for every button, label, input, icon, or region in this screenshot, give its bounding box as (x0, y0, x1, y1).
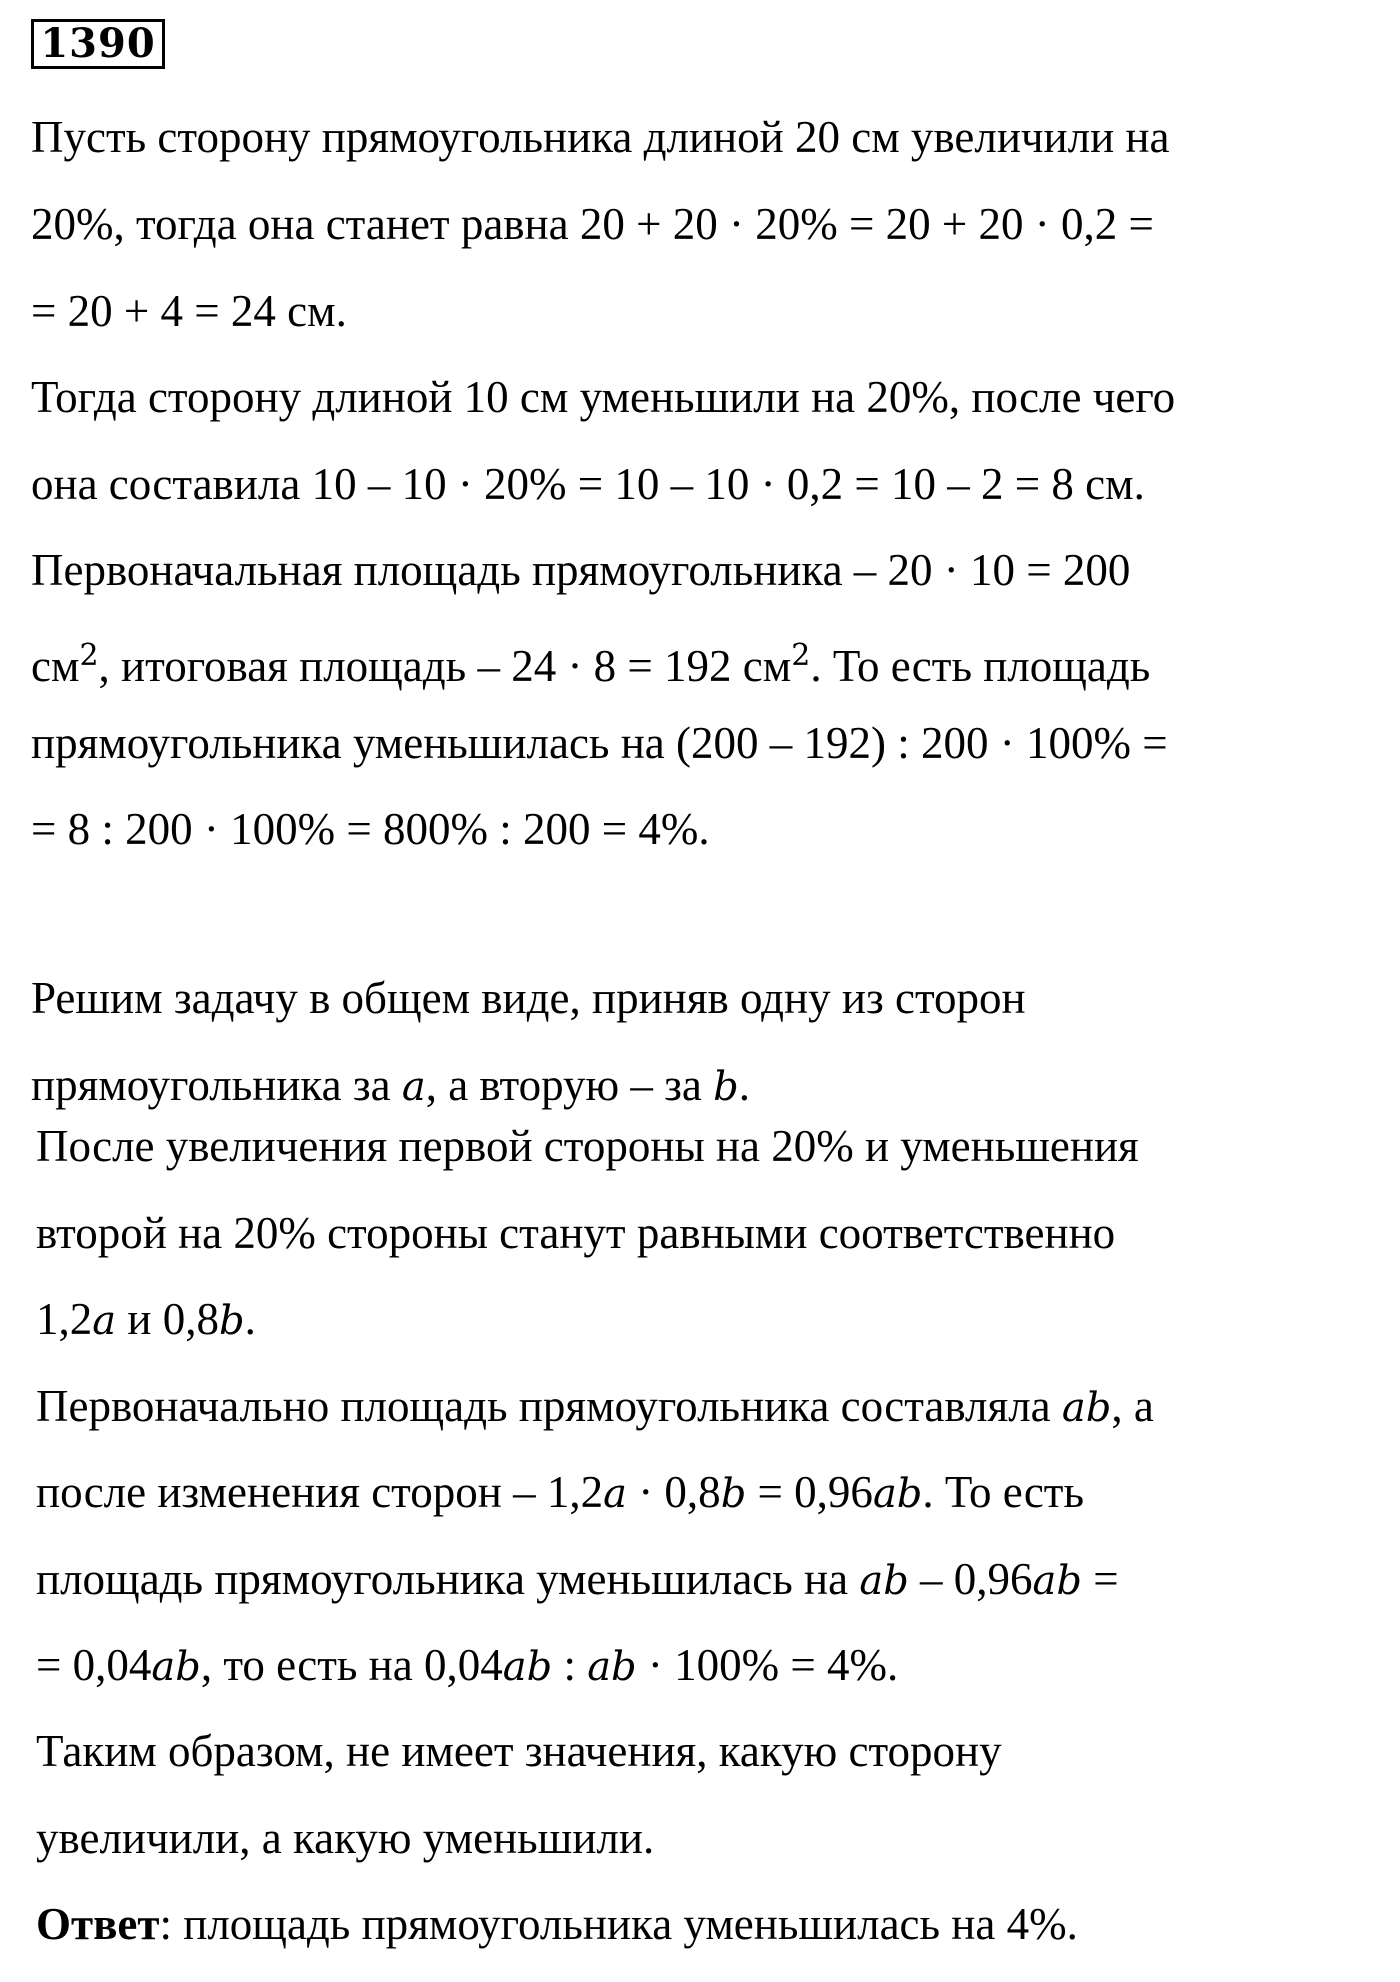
superscript: 2 (79, 638, 99, 673)
text-fragment: . То есть площадь (810, 641, 1151, 691)
variable: ab (151, 1644, 201, 1690)
superscript: 2 (791, 638, 811, 673)
text-fragment: = 0,04 (36, 1640, 152, 1690)
answer-label: Ответ (36, 1899, 160, 1949)
text-line: прямоугольника уменьшилась на (200 – 192) : 200 · 100% = (31, 718, 1168, 768)
text-line: 20%, тогда она станет равна 20 + 20 · 20% = 20 + 20 · 0,2 = (31, 199, 1154, 249)
variable: b (218, 1298, 245, 1344)
text-line: Решим задачу в общем виде, приняв одну из сторон (31, 973, 1026, 1023)
text-line: = 20 + 4 = 24 см. (31, 286, 347, 336)
variable: ab (859, 1558, 909, 1604)
text-fragment: и 0,8 (116, 1294, 219, 1344)
variable: ab (1032, 1558, 1082, 1604)
variable: ab (872, 1471, 923, 1517)
problem-number: 1390 (31, 19, 165, 69)
text-line: Тогда сторону длиной 10 см уменьшили на 20%, после чего (31, 372, 1176, 422)
text-fragment: , то есть на 0,04 (200, 1640, 503, 1690)
variable: a (92, 1298, 117, 1344)
variable: a (401, 1064, 426, 1110)
text-fragment: – 0,96 (908, 1554, 1033, 1604)
text-fragment: , итоговая площадь – 24 · 8 = 192 см (98, 641, 792, 691)
variable: b (713, 1064, 739, 1110)
text-fragment: · 0,8 (626, 1467, 721, 1517)
answer-line (36, 1897, 1078, 1951)
answer-text: : площадь прямоугольника уменьшилась на 4%. (159, 1899, 1078, 1949)
text-fragment: . (244, 1294, 256, 1344)
text-fragment: . То есть (922, 1467, 1084, 1517)
text-line (31, 1058, 750, 1114)
text-fragment: см (31, 641, 80, 691)
text-line: Таким образом, не имеет значения, какую сторону (36, 1726, 1002, 1776)
text-line: Первоначальная площадь прямоугольника – 20 · 10 = 200 (31, 545, 1131, 595)
text-fragment: : (552, 1640, 588, 1690)
text-line: Пусть сторону прямоугольника длиной 20 см увеличили на (31, 112, 1170, 162)
variable: a (603, 1471, 627, 1517)
text-line: она составила 10 – 10 · 20% = 10 – 10 · 0,2 = 10 – 2 = 8 см. (31, 459, 1145, 509)
variable: ab (502, 1644, 553, 1690)
text-fragment: 1,2 (36, 1294, 93, 1344)
text-line: После увеличения первой стороны на 20% и уменьшения (36, 1121, 1139, 1171)
text-line: увеличили, а какую уменьшили. (36, 1813, 655, 1863)
text-line: = 8 : 200 · 100% = 800% : 200 = 4%. (31, 804, 710, 854)
text-line (31, 629, 1150, 693)
text-fragment: Первоначально площадь прямоугольника составляла (36, 1381, 1062, 1431)
text-fragment: после изменения сторон – 1,2 (36, 1467, 604, 1517)
text-fragment: = (1082, 1554, 1119, 1604)
text-fragment: . (738, 1060, 751, 1110)
text-line (36, 1292, 256, 1348)
variable: ab (1061, 1385, 1112, 1431)
text-fragment: площадь прямоугольника уменьшилась на (36, 1554, 860, 1604)
text-line (36, 1465, 1084, 1521)
text-line (36, 1638, 898, 1694)
text-fragment: = 0,96 (746, 1467, 873, 1517)
variable: ab (587, 1644, 637, 1690)
variable: b (720, 1471, 747, 1517)
text-line (36, 1552, 1119, 1608)
text-line (36, 1379, 1154, 1435)
text-fragment: , а вторую – за (425, 1060, 714, 1110)
text-fragment: , а (1111, 1381, 1154, 1431)
text-fragment: · 100% = 4%. (636, 1640, 899, 1690)
text-fragment: прямоугольника за (31, 1060, 402, 1110)
text-line: второй на 20% стороны станут равными соответственно (36, 1208, 1116, 1258)
